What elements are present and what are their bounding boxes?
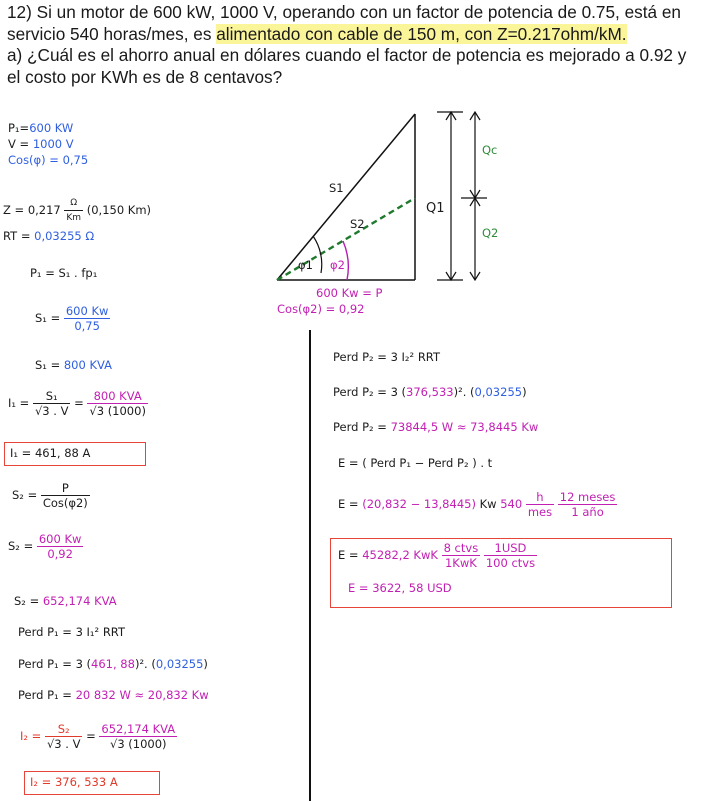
i2-label: I₂ = <box>20 729 42 743</box>
energy-hours-den: mes <box>527 505 553 519</box>
label-s1: S1 <box>329 181 344 195</box>
energy-substitution <box>338 490 617 519</box>
energy-sub-unit: Kw <box>479 497 497 511</box>
i1-label: I₁ = <box>8 396 30 410</box>
given-p1 <box>8 121 73 135</box>
energy-cost-fraction <box>442 541 481 570</box>
perd1-sub-current: 461, 88 <box>91 657 135 671</box>
energy-hours-value: 540 <box>500 497 523 511</box>
given-v <box>8 137 74 151</box>
s2-result-label: S₂ = <box>14 594 40 608</box>
s2-result-value: 652,174 KVA <box>42 594 117 608</box>
energy-kwh-value: 45282,2 KwK <box>362 548 438 562</box>
perd2-sub-end: ) <box>522 385 527 399</box>
s1-line <box>277 114 415 280</box>
problem-line-3: a) ¿Cuál es el ahorro anual en dólares cuando el factor de potencia es mejorado a 0.92 y <box>7 45 687 65</box>
label-phi2: φ2 <box>330 258 345 272</box>
perd2-result-value: 73844,5 W ≈ 73,8445 Kw <box>390 420 539 434</box>
i2-formula: I₂ = $\frac{\text{S₂}}{√3 . V}$ = $\frac{\text{652,174 KVA}}{√3 (1000)}$ <box>20 722 176 751</box>
perd1-substitution <box>18 657 208 671</box>
perd1-result <box>18 688 209 702</box>
energy-kwh <box>338 541 537 570</box>
i1-denominator-2: √3 (1000) <box>89 404 146 418</box>
s1-fraction <box>64 304 111 333</box>
i2-numerator-2: 652,174 KVA <box>101 722 176 736</box>
s2-numerator: P <box>41 481 90 496</box>
i1-fraction-1 <box>33 389 70 418</box>
problem-line-4: el costo por KWh es de 8 centavos? <box>7 66 283 87</box>
perd2-equation: Perd P₂ = 3 I₂² RRT <box>333 350 440 364</box>
label-q2: Q2 <box>482 226 499 240</box>
s2-formula <box>12 481 90 510</box>
s1-result <box>35 358 112 372</box>
column-divider <box>309 330 311 801</box>
perd1-sub-prefix: Perd P₁ = 3 ( <box>18 657 92 671</box>
i2-denominator-2: √3 (1000) <box>110 737 167 751</box>
i2-fraction-1 <box>45 722 82 751</box>
perd1-result-label: Perd P₁ = <box>18 688 72 702</box>
perd1-result-value: 20 832 W ≈ 20,832 Kw <box>75 688 209 702</box>
i1-numerator-1: S₁ <box>33 389 70 404</box>
given-p1-label: P₁= <box>8 121 30 135</box>
given-cos: Cos(φ) = 0,75 <box>8 153 89 167</box>
i2-numerator-1: S₂ <box>45 722 82 737</box>
energy-months-den: 1 año <box>571 505 604 519</box>
energy-usd-value: 3622, 58 USD <box>372 581 452 595</box>
s1-result-value: 800 KVA <box>63 358 113 372</box>
label-qc: Qc <box>482 143 498 157</box>
label-phi1: φ1 <box>298 258 313 272</box>
given-z-unit-den: Km <box>66 213 82 223</box>
i2-fraction-2 <box>99 722 177 751</box>
perd2-sub-resistance: 0,03255 <box>474 385 523 399</box>
given-rt-label: RT = <box>3 229 31 243</box>
s2b-denominator: 0,92 <box>47 547 73 561</box>
problem-line-1: 12) Si un motor de 600 kW, 1000 V, operando con un factor de potencia de 0.75, está en <box>7 2 681 22</box>
s2-fraction <box>41 481 90 510</box>
given-p1-value: 600 KW <box>29 121 74 135</box>
perd2-sub-current: 376,533 <box>406 385 454 399</box>
perd1-sub-end: ) <box>203 657 208 671</box>
s2-label: S₂ = <box>12 488 38 502</box>
highlighted-text: alimentado con cable de 150 m, con Z=0.217ohm/kM. <box>216 23 627 44</box>
s1-denominator: 0,75 <box>74 319 100 333</box>
given-rt <box>3 229 94 243</box>
perd1-sub-middle: )². ( <box>134 657 156 671</box>
problem-statement <box>7 2 712 88</box>
s2-denominator: Cos(φ2) <box>42 496 88 510</box>
perd1-equation: Perd P₁ = 3 I₁² RRT <box>18 625 125 639</box>
given-z-value: Z = 0,217 <box>3 203 61 217</box>
perd2-sub-prefix: Perd P₂ = 3 ( <box>333 385 407 399</box>
given-z-length: (0,150 Km) <box>86 203 152 217</box>
given-z-unit <box>64 196 83 225</box>
i2-result: I₂ = 376, 533 A <box>30 775 118 789</box>
problem-line-2-text: servicio 540 horas/mes, es <box>7 23 217 44</box>
phi1-arc <box>313 236 322 273</box>
problem-line-2 <box>7 24 712 46</box>
s1-formula <box>35 304 110 333</box>
energy-usd-fraction <box>484 541 537 570</box>
given-z-unit-num: Ω <box>64 196 83 211</box>
s2b-formula <box>8 532 83 561</box>
perd1-sub-resistance: 0,03255 <box>155 657 204 671</box>
label-cos-phi2: Cos(φ2) = 0,92 <box>277 302 365 316</box>
energy-cost-den: 1KwK <box>444 556 477 570</box>
i1-numerator-2: 800 KVA <box>87 389 148 404</box>
energy-equation: E = ( Perd P₁ − Perd P₂ ) . t <box>338 456 493 470</box>
energy-cost-num: 8 ctvs <box>443 541 479 555</box>
energy-usd <box>348 581 452 595</box>
energy-kwh-label: E = <box>338 548 363 562</box>
energy-usd-label: E = <box>348 581 369 595</box>
given-v-value: 1000 V <box>32 137 74 151</box>
i1-fraction-2 <box>87 389 148 418</box>
perd2-substitution <box>333 385 527 399</box>
perd2-sub-middle: )². ( <box>453 385 475 399</box>
given-z <box>3 196 151 225</box>
energy-months-num: 12 meses <box>559 490 616 504</box>
s2b-fraction <box>37 532 84 561</box>
energy-sub-prefix: E = <box>338 497 359 511</box>
s1-label: S₁ = <box>35 311 61 325</box>
label-s2: S2 <box>350 217 365 231</box>
energy-usd-den: 100 ctvs <box>485 556 536 570</box>
perd2-result-label: Perd P₂ = <box>333 420 387 434</box>
s1-numerator: 600 Kw <box>65 304 109 318</box>
energy-hours-fraction <box>526 490 554 519</box>
given-p1-fp: P₁ = S₁ . fp₁ <box>30 266 98 280</box>
i2-denominator-1: √3 . V <box>46 737 81 751</box>
i1-denominator-1: √3 . V <box>34 404 69 418</box>
s2-result <box>14 594 117 608</box>
i1-formula: I₁ = $\frac{\text{S₁}}{√3 . V}$ = $\frac{\text{800 KVA}}{√3 (1000)}$ <box>8 389 146 418</box>
perd2-result <box>333 420 538 434</box>
energy-months-fraction <box>558 490 618 519</box>
s1-result-label: S₁ = <box>35 358 61 372</box>
energy-hours-num: h <box>526 490 554 505</box>
label-q1: Q1 <box>426 201 445 216</box>
energy-sub-values: (20,832 − 13,8445) <box>362 497 476 511</box>
s2b-label: S₂ = <box>8 539 34 553</box>
energy-usd-num: 1USD <box>484 541 537 556</box>
given-v-label: V = <box>8 137 30 151</box>
i1-result: I₁ = 461, 88 A <box>10 446 91 460</box>
label-p-base: 600 Kw = P <box>316 286 383 300</box>
given-rt-value: 0,03255 Ω <box>34 229 95 243</box>
s2b-numerator: 600 Kw <box>38 532 82 546</box>
